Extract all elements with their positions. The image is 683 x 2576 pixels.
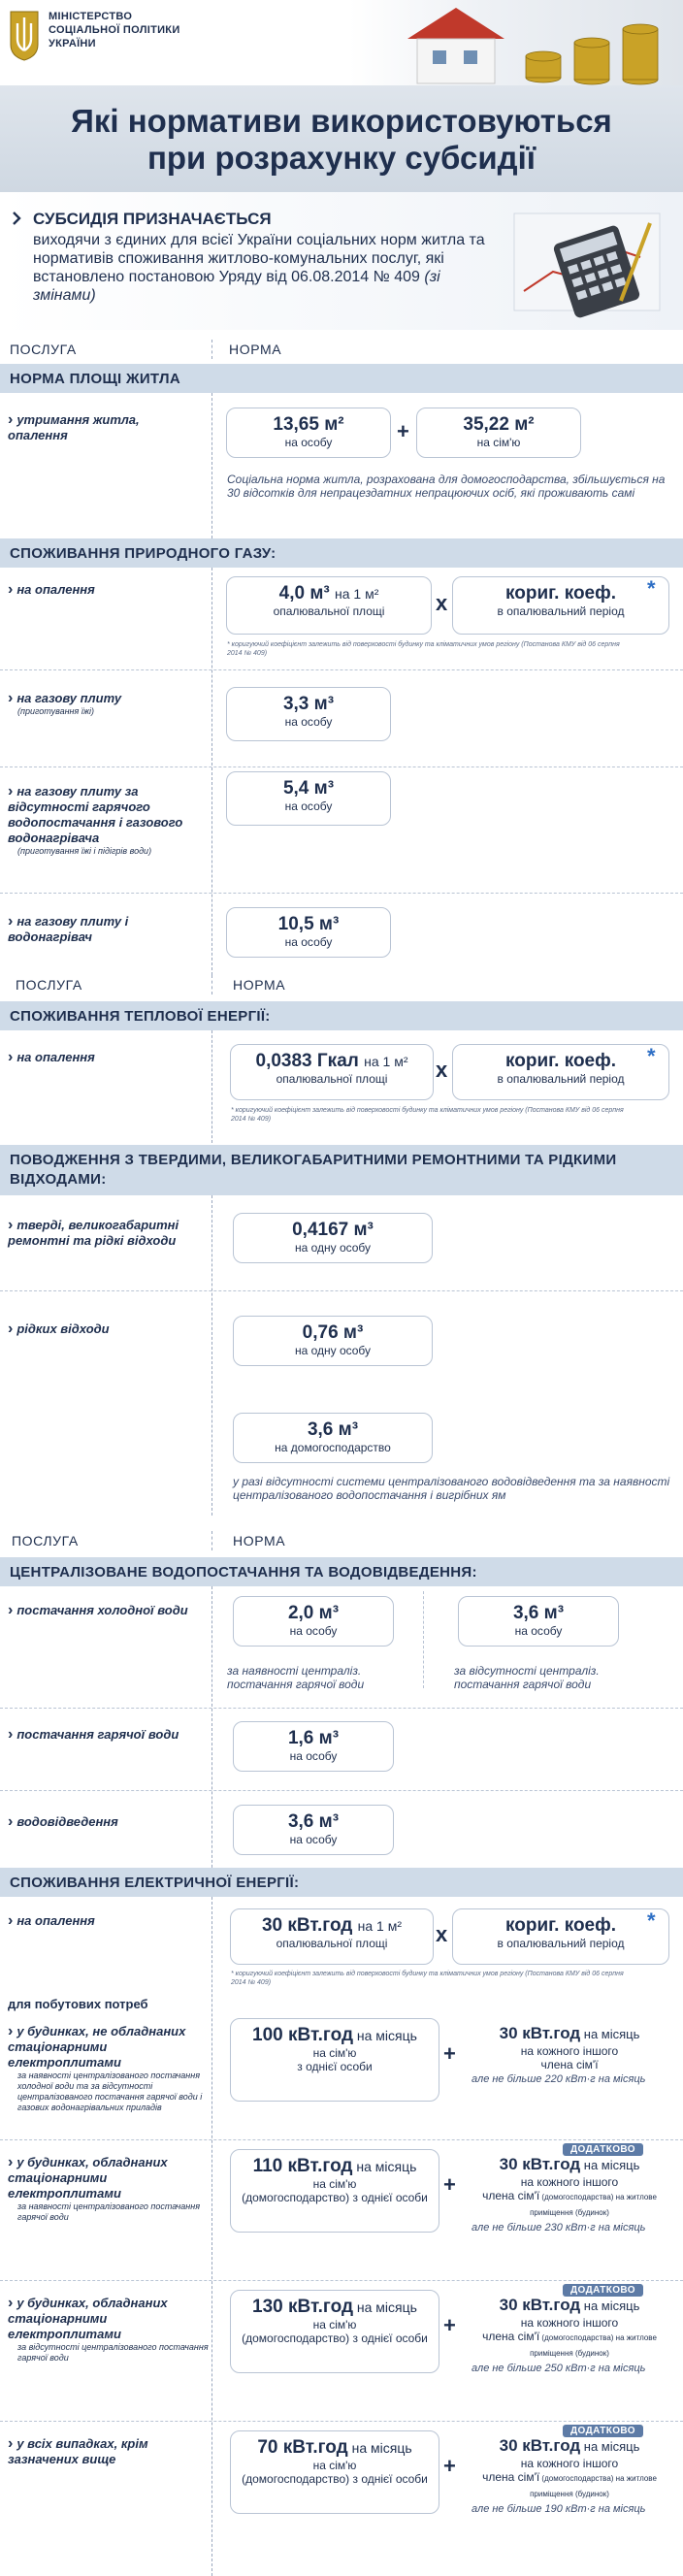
column-norm-header: НОРМА <box>229 342 282 357</box>
gas-stove-nohot-label: › на газову плиту за відсутності гарячого водопостачання і газового водонагрівача (приготування їжі і підігрів води) <box>8 784 216 857</box>
house-coins-illustration <box>349 0 683 85</box>
section-heat: СПОЖИВАННЯ ТЕПЛОВОЇ ЕНЕРГІЇ: <box>0 1001 683 1030</box>
water-cold-label: › постачання холодної води <box>8 1603 202 1618</box>
intro-block <box>0 192 683 330</box>
housing-box-family: 35,22 м² на сім'ю <box>416 408 581 458</box>
heat-heating-label: › на опалення <box>8 1050 202 1065</box>
column-divider <box>211 1586 212 1877</box>
gas-stove-box: 3,3 м³ на особу <box>226 687 391 741</box>
header <box>0 0 683 85</box>
column-service-header: ПОСЛУГА <box>12 1533 79 1549</box>
row-divider <box>0 1790 683 1791</box>
water-drain-box: 3,6 м³ на особу <box>233 1805 394 1855</box>
electric-row-box: 100 кВт.год на місяць на сім'ю з однієї особи <box>230 2018 439 2102</box>
coat-of-arms-icon <box>8 8 41 62</box>
asterisk-icon: * <box>647 1044 656 1068</box>
intro-text: виходячи з єдиних для всієї України соціальних норм житла та нормативів споживання житлово-комунальних послуг, які встановлено постановою Уряду від 06.08.2014 № 409 (зі змінами) <box>33 232 485 304</box>
row-divider <box>0 1290 683 1291</box>
asterisk-icon: * <box>647 1908 656 1933</box>
gas-coef-box: кориг. коеф. в опалювальний період <box>452 576 669 635</box>
electric-row-box: 70 кВт.год на місяць на сім'ю (домогосподарство) з однієї особи <box>230 2430 439 2514</box>
intro-heading: СУБСИДІЯ ПРИЗНАЧАЄТЬСЯ <box>33 210 272 228</box>
column-divider <box>211 975 212 995</box>
gas-stove-nohot-box: 5,4 м³ на особу <box>226 771 391 826</box>
waste-note: у разі відсутності системи централізованого водовідведення та за наявності централізованого водопостачання і вигрібних ям <box>233 1475 670 1502</box>
column-divider <box>423 1591 424 1688</box>
electric-row-label: › у будинках, обладнаних стаціонарними електроплитами за наявності централізованого постачання гарячої води <box>8 2155 213 2223</box>
ministry-name: МІНІСТЕРСТВО СОЦІАЛЬНОЇ ПОЛІТИКИ УКРАЇНИ <box>49 11 180 49</box>
column-divider <box>211 568 212 975</box>
gas-stove-label: › на газову плиту (приготування їжі) <box>8 691 211 717</box>
plus-sign: + <box>443 2313 456 2337</box>
column-divider <box>211 1195 212 1516</box>
electric-row-additional: 30 кВт.год на місяць на кожного іншого члена сім'ї (домогосподарства) на житлове приміщення (будинок) але не більше 250 кВт·г на місяць <box>472 2296 657 2374</box>
row-divider <box>0 2421 683 2422</box>
housing-note: Соціальна норма житла, розрахована для домогосподарства, збільшується на 30 відсотків для непрацездатних непрацюючих осіб, які проживають самі <box>227 473 666 500</box>
electric-heating-label: › на опалення <box>8 1913 202 1929</box>
column-norm-header: НОРМА <box>233 977 286 993</box>
column-divider <box>211 1030 212 1143</box>
column-divider <box>211 340 212 359</box>
section-waste: ПОВОДЖЕННЯ З ТВЕРДИМИ, ВЕЛИКОГАБАРИТНИМИ РЕМОНТНИМИ ТА РІДКИМИ ВІДХОДАМИ: <box>0 1145 683 1195</box>
waste-solid-label: › тверді, великогабаритні ремонтні та рідкі відходи <box>8 1218 182 1249</box>
gas-heating-box: 4,0 м³ на 1 м² опалювальної площі <box>226 576 432 635</box>
column-divider <box>211 1897 212 2576</box>
water-hot-box: 1,6 м³ на особу <box>233 1721 394 1772</box>
water-cold-note-without-hot: за відсутності централіз. постачання гарячої води <box>454 1664 600 1691</box>
multiply-sign: x <box>436 591 448 615</box>
plus-sign: + <box>443 2041 456 2066</box>
electric-row-additional: 30 кВт.год на місяць на кожного іншого члена сім'ї але не більше 220 кВт·г на місяць <box>472 2024 646 2085</box>
electric-row-label: › у будинках, обладнаних стаціонарними електроплитами за відсутності централізованого постачання гарячої води <box>8 2296 213 2364</box>
housing-box-person: 13,65 м² на особу <box>226 408 391 458</box>
row-divider <box>0 766 683 767</box>
heat-footnote: * коригуючий коефіцієнт залежить від поверховості будинку та кліматичних умов регіону (Постанова КМУ від 06 серпня 2014 № 409) <box>231 1107 624 1123</box>
gas-heating-label: › на опалення <box>8 582 202 598</box>
row-divider <box>0 669 683 670</box>
electric-footnote: * коригуючий коефіцієнт залежить від поверховості будинку та кліматичних умов регіону (Постанова КМУ від 06 серпня 2014 № 409) <box>231 1971 624 1986</box>
additional-badge: ДОДАТКОВО <box>563 2284 643 2297</box>
water-cold-note-with-hot: за наявності централіз. постачання гарячої води <box>227 1664 365 1691</box>
row-divider <box>0 2280 683 2281</box>
column-divider <box>211 1531 212 1550</box>
row-divider <box>0 893 683 894</box>
gas-footnote: * коригуючий коефіцієнт залежить від поверховості будинку та кліматичних умов регіону (Постанова КМУ від 06 серпня 2014 № 409) <box>227 641 620 657</box>
section-housing: НОРМА ПЛОЩІ ЖИТЛА <box>0 364 683 393</box>
section-electric: СПОЖИВАННЯ ЕЛЕКТРИЧНОЇ ЕНЕРГІЇ: <box>0 1868 683 1897</box>
electric-row-label: › у всіх випадках, крім зазначених вище <box>8 2436 213 2467</box>
gas-stove-heater-label: › на газову плиту і водонагрівач <box>8 914 202 945</box>
section-gas: СПОЖИВАННЯ ПРИРОДНОГО ГАЗУ: <box>0 538 683 568</box>
column-divider <box>211 393 212 538</box>
page-title: Які нормативи використовуються при розрахунку субсидії <box>71 103 612 176</box>
calculator-pen-illustration <box>504 204 675 320</box>
chevron-right-icon <box>12 212 21 225</box>
multiply-sign: x <box>436 1058 448 1082</box>
section-water: ЦЕНТРАЛІЗОВАНЕ ВОДОПОСТАЧАННЯ ТА ВОДОВІДВЕДЕННЯ: <box>0 1557 683 1586</box>
column-norm-header: НОРМА <box>233 1533 286 1549</box>
column-service-header: ПОСЛУГА <box>16 977 82 993</box>
waste-liquid-label: › рідких відходи <box>8 1321 202 1337</box>
row-divider <box>0 1708 683 1709</box>
electric-row-box: 110 кВт.год на місяць на сім'ю (домогосподарство) з однієї особи <box>230 2149 439 2233</box>
electric-row-additional: 30 кВт.год на місяць на кожного іншого члена сім'ї (домогосподарства) на житлове приміщення (будинок) але не більше 230 кВт·г на місяць <box>472 2155 657 2234</box>
electric-household-heading: для побутових потреб <box>8 1997 148 2011</box>
water-drain-label: › водовідведення <box>8 1814 202 1830</box>
column-service-header: ПОСЛУГА <box>10 342 77 357</box>
waste-liquid-box: 0,76 м³ на одну особу <box>233 1316 433 1366</box>
electric-row-label: › у будинках, не обладнаних стаціонарними електроплитами за наявності централізованого постачання холодної води та за відсутності централізованого постачання гарячої води і газових водонагрівальних приладів <box>8 2024 213 2113</box>
electric-row-additional: 30 кВт.год на місяць на кожного іншого члена сім'ї (домогосподарства) на житлове приміщення (будинок) але не більше 190 кВт·г на місяць <box>472 2436 657 2515</box>
waste-solid-box: 0,4167 м³ на одну особу <box>233 1213 433 1263</box>
multiply-sign: x <box>436 1922 448 1946</box>
heat-heating-box: 0,0383 Гкал на 1 м² опалювальної площі <box>230 1044 434 1100</box>
electric-row-box: 130 кВт.год на місяць на сім'ю (домогосподарство) з однієї особи <box>230 2290 439 2373</box>
additional-badge: ДОДАТКОВО <box>563 2425 643 2437</box>
housing-label: › утримання житла, опалення <box>8 412 202 443</box>
row-divider <box>0 2139 683 2140</box>
water-cold-box-without-hot: 3,6 м³ на особу <box>458 1596 619 1647</box>
plus-sign: + <box>397 419 409 443</box>
plus-sign: + <box>443 2172 456 2197</box>
plus-sign: + <box>443 2454 456 2478</box>
water-cold-box-with-hot: 2,0 м³ на особу <box>233 1596 394 1647</box>
gas-stove-heater-box: 10,5 м³ на особу <box>226 907 391 958</box>
heat-coef-box: кориг. коеф. в опалювальний період <box>452 1044 669 1100</box>
electric-heating-box: 30 кВт.год на 1 м² опалювальної площі <box>230 1908 434 1965</box>
asterisk-icon: * <box>647 576 656 601</box>
waste-household-box: 3,6 м³ на домогосподарство <box>233 1413 433 1463</box>
additional-badge: ДОДАТКОВО <box>563 2143 643 2156</box>
electric-coef-box: кориг. коеф. в опалювальний період <box>452 1908 669 1965</box>
water-hot-label: › постачання гарячої води <box>8 1727 202 1743</box>
title-band <box>0 85 683 192</box>
